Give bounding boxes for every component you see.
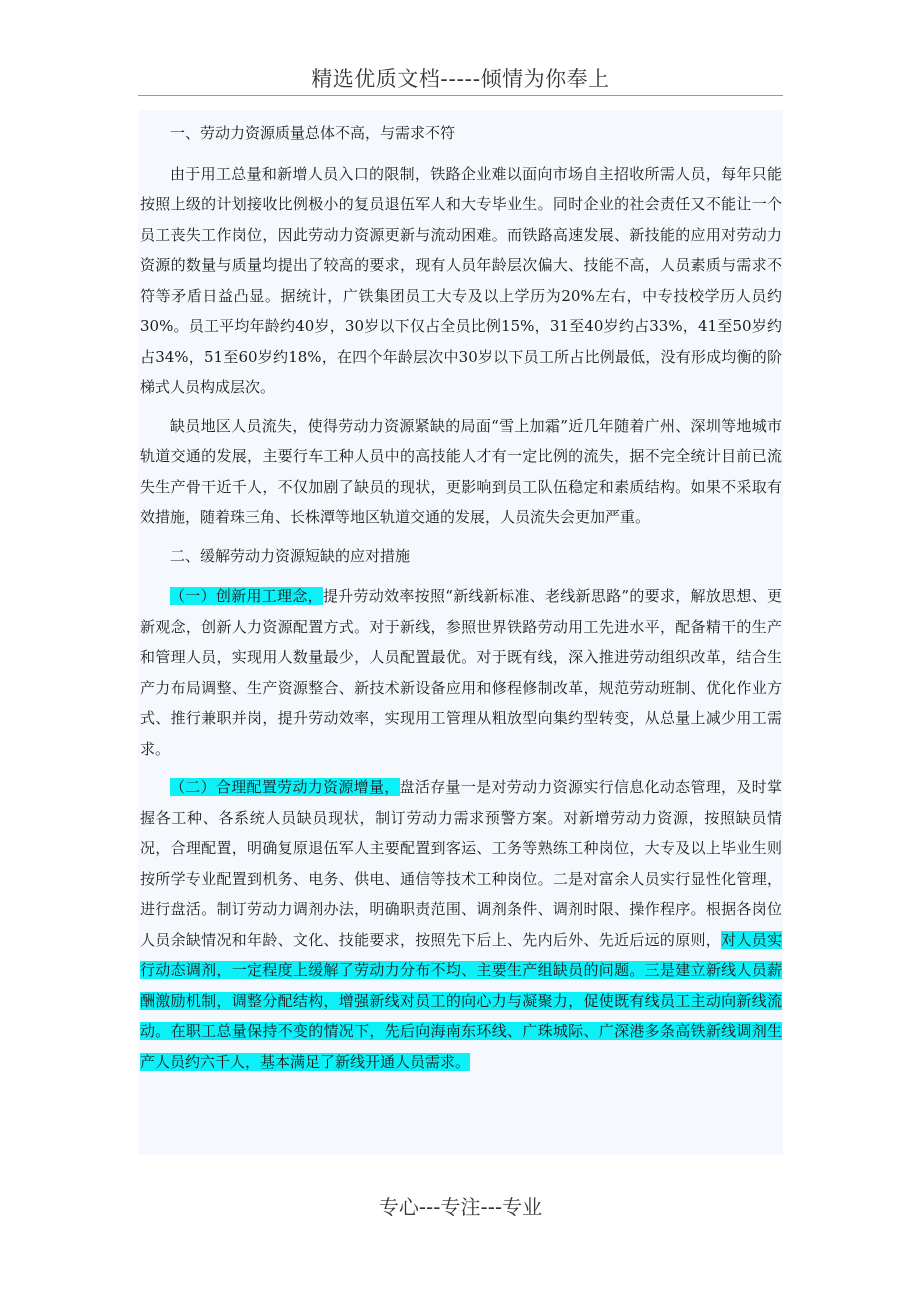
section-1-paragraph-1: 由于用工总量和新增人员入口的限制，铁路企业难以面向市场自主招收所需人员，每年只能按照上级的计划接收比例极小的复员退伍军人和大专毕业生。同时企业的社会责任又不能让一个员工丧失工作岗位，因此劳动力资源更新与流动困难。而铁路高速发展、新技能的应用对劳动力资源的数量与质量均提出了较高的要求，现有人员年龄层次偏大、技能不高，人员素质与需求不符等矛盾日益凸显。据统计，广铁集团员工大专及以上学历为20%左右，中专技校学历人员约30%。员工平均年龄约40岁，30岁以下仅占全员比例15%，31至40岁约占33%，41至50岁约占34%，51至60岁约18%，在四个年龄层次中30岁以下员工所占比例最低，没有形成均衡的阶梯式人员构成层次。 <box>140 164 782 396</box>
highlighted-passage: 对人员实行动态调剂，一定程度上缓解了劳动力分布不均、主要生产组缺员的问题。三是建立新线人员薪酬激励机制，调整分配结构，增强新线对员工的向心力与凝聚力，促使既有线员工主动向新线流动。在职工总量保持不变的情况下，先后向海南东环线、广珠城际、广深港多条高铁新线调剂生产人员约六千人，基本满足了新线开通人员需求。 <box>140 930 782 1071</box>
page-header-title: 精选优质文档-----倾情为你奉上 <box>311 67 610 91</box>
section-2-item-1 <box>140 581 782 764</box>
page-footer-text: 专心---专注---专业 <box>378 1195 543 1219</box>
highlighted-subheading: （一）创新用工理念， <box>170 587 323 605</box>
section-2-heading: 二、缓解劳动力资源短缺的应对措施 <box>170 546 411 565</box>
item-2-text: 盘活存量一是对劳动力资源实行信息化动态管理，及时掌握各工种、各系统人员缺员现状，制订劳动力需求预警方案。对新增劳动力资源，按照缺员情况，合理配置，明确复原退伍军人主要配置到客运、工务等熟练工种岗位，大专及以上毕业生则按所学专业配置到机务、电务、供电、通信等技术工种岗位。二是对富余人员实行显性化管理，进行盘活。制订劳动力调剂办法，明确职责范围、调剂条件、调剂时限、操作程序。根据各岗位人员余缺情况和年龄、文化、技能要求，按照先下后上、先内后外、先近后远的原则， <box>140 778 782 949</box>
section-1-paragraph-2: 缺员地区人员流失，使得劳动力资源紧缺的局面“雪上加霜”近几年随着广州、深圳等地城市轨道交通的发展，主要行车工种人员中的高技能人才有一定比例的流失，据不完全统计目前已流失生产骨干近千人，不仅加剧了缺员的现状，更影响到员工队伍稳定和素质结构。如果不采取有效措施，随着珠三角、长株潭等地区轨道交通的发展，人员流失会更加严重。 <box>140 416 782 526</box>
header-divider <box>138 95 783 96</box>
section-1-heading: 一、劳动力资源质量总体不高，与需求不符 <box>170 124 456 142</box>
highlighted-subheading: （二）合理配置劳动力资源增量， <box>170 778 400 796</box>
item-1-text: 提升劳动效率按照“新线新标准、老线新思路”的要求，解放思想、更新观念，创新人力资源配置方式。对于新线，参照世界铁路劳动用工先进水平，配备精干的生产和管理人员，实现用人数量最少，人员配置最优。对于既有线，深入推进劳动组织改革，结合生产力布局调整、生产资源整合、新技术新设备应用和修程修制改革，规范劳动班制、优化作业方式、推行兼职并岗，提升劳动效率，实现用工管理从粗放型向集约型转变，从总量上减少用工需求。 <box>140 587 782 758</box>
section-2-item-2 <box>140 772 782 1077</box>
document-body <box>140 118 782 1085</box>
